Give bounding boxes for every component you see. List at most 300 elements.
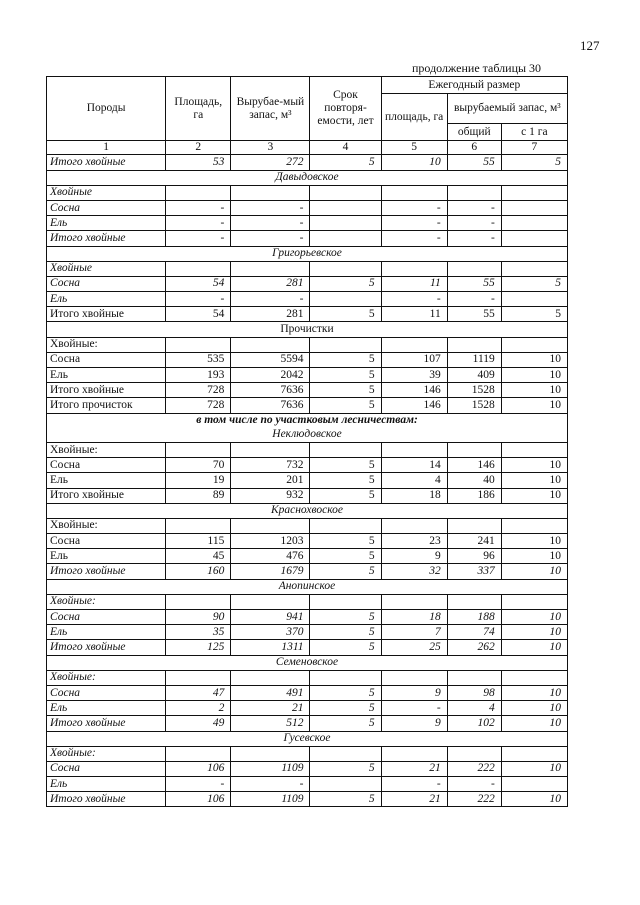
table-cell: - [166,216,231,231]
table-cell: 941 [231,610,310,625]
row-label: Ель [47,549,166,564]
table-cell: 125 [166,640,231,655]
table-cell: 5 [310,610,381,625]
table-cell: 10 [501,716,567,731]
row-label: Сосна [47,458,166,473]
table-cell: 5 [310,716,381,731]
table-cell: 932 [231,488,310,503]
table-cell [501,746,567,761]
table-cell: 5 [310,549,381,564]
section-row [47,246,568,261]
table-cell [310,670,381,685]
table-cell [501,231,567,246]
table-cell: 222 [447,792,501,807]
table-cell: 11 [381,276,447,291]
table-cell: 2 [166,701,231,716]
table-cell [310,442,381,457]
table-cell: 10 [501,352,567,367]
table-row [47,746,568,761]
table-row [47,594,568,609]
table-cell [501,216,567,231]
table-cell: 10 [501,458,567,473]
table-cell [231,670,310,685]
column-number: 5 [381,141,447,155]
header-stock: Вырубае-мый запас, м³ [231,77,310,141]
table-cell: 7 [381,625,447,640]
table-cell: 5 [501,307,567,322]
table-cell: 728 [166,383,231,398]
table-cell: 732 [231,458,310,473]
header-annual-area: площадь, га [381,94,447,141]
column-number: 1 [47,141,166,155]
table-cell [447,185,501,200]
row-label: Итого хвойные [47,716,166,731]
table-cell: 107 [381,352,447,367]
table-row [47,549,568,564]
table-cell: 5 [310,398,381,413]
table-cell [501,777,567,792]
table-cell: 70 [166,458,231,473]
table-cell: 5 [310,307,381,322]
table-cell: - [381,777,447,792]
table-cell: 10 [501,685,567,700]
table-cell: 1311 [231,640,310,655]
table-row [47,564,568,579]
row-label: Хвойные: [47,337,166,352]
row-label: Ель [47,473,166,488]
section-row [47,731,568,746]
table-cell: 10 [501,564,567,579]
table-row [47,200,568,215]
table-cell: 90 [166,610,231,625]
table-cell: 49 [166,716,231,731]
table-cell: 35 [166,625,231,640]
table-cell: 23 [381,534,447,549]
table-cell: - [231,200,310,215]
row-label: Ель [47,777,166,792]
row-label: Хвойные: [47,746,166,761]
row-label: Итого хвойные [47,564,166,579]
row-label: Итого хвойные [47,792,166,807]
section-title: Гусевское [47,731,568,746]
table-row [47,307,568,322]
section-title: Краснохвоское [47,503,568,518]
table-cell: 5 [310,701,381,716]
table-cell: 10 [501,610,567,625]
table-cell [310,337,381,352]
row-label: Сосна [47,352,166,367]
row-label: Сосна [47,685,166,700]
row-label: Сосна [47,761,166,776]
column-number: 3 [231,141,310,155]
table-cell: 1109 [231,761,310,776]
table-cell: - [231,777,310,792]
table-cell: 18 [381,488,447,503]
table-row [47,685,568,700]
table-cell: 21 [381,761,447,776]
table-cell: 146 [447,458,501,473]
table-cell: - [231,216,310,231]
table-cell: 262 [447,640,501,655]
table-row [47,398,568,413]
row-label: Хвойные [47,261,166,276]
table-cell: 5 [310,276,381,291]
row-label: Ель [47,625,166,640]
header-annual-stock: вырубаемый запас, м³ [447,94,567,124]
table-cell: 5 [310,564,381,579]
row-label: Итого хвойные [47,383,166,398]
table-cell: 5 [310,488,381,503]
header-species: Породы [47,77,166,141]
table-cell: 10 [501,549,567,564]
table-cell [166,746,231,761]
table-row [47,352,568,367]
table-cell [231,746,310,761]
table-cell: 337 [447,564,501,579]
table-cell: - [166,200,231,215]
table-cell: 115 [166,534,231,549]
table-cell: 40 [447,473,501,488]
section-row [47,322,568,337]
table-cell: 10 [501,625,567,640]
table-cell [447,746,501,761]
table-cell: 476 [231,549,310,564]
row-label: Ель [47,701,166,716]
column-number: 4 [310,141,381,155]
table-cell: - [231,231,310,246]
table-cell: 5 [310,625,381,640]
table-cell: 5 [310,761,381,776]
table-cell [166,518,231,533]
table-cell: 7636 [231,398,310,413]
table-cell: 9 [381,685,447,700]
table-cell: 2042 [231,368,310,383]
table-cell [310,292,381,307]
column-number: 6 [447,141,501,155]
table-cell: 10 [501,761,567,776]
table-cell: 5 [310,534,381,549]
table-cell: 201 [231,473,310,488]
table-cell [231,518,310,533]
table-row [47,155,568,170]
header-per-ha: с 1 га [501,124,567,141]
table-row [47,292,568,307]
table-row [47,792,568,807]
column-number: 7 [501,141,567,155]
table-cell: 10 [501,640,567,655]
table-cell [310,231,381,246]
table-cell: 21 [231,701,310,716]
row-label: Сосна [47,534,166,549]
table-cell [310,200,381,215]
section-row [47,655,568,670]
table-row [47,534,568,549]
table-row [47,337,568,352]
table-cell: 535 [166,352,231,367]
table-row [47,216,568,231]
table-cell: 102 [447,716,501,731]
section-title: Семеновское [47,655,568,670]
table-row [47,761,568,776]
table-cell: 10 [501,534,567,549]
row-label: Ель [47,368,166,383]
table-cell: 512 [231,716,310,731]
table-cell [310,746,381,761]
note-row [47,413,568,428]
table-row [47,442,568,457]
table-cell: 5 [310,368,381,383]
row-label: Хвойные: [47,442,166,457]
table-cell [447,594,501,609]
table-cell: 54 [166,307,231,322]
table-cell [381,594,447,609]
table-cell: 55 [447,155,501,170]
table-cell: - [381,231,447,246]
table-cell [310,777,381,792]
table-body [47,155,568,807]
row-label: Итого хвойные [47,640,166,655]
table-cell [381,518,447,533]
row-label: Сосна [47,610,166,625]
table-row [47,185,568,200]
table-cell [447,518,501,533]
table-cell: 5 [501,155,567,170]
table-row [47,640,568,655]
table-cell: 98 [447,685,501,700]
table-cell: 10 [501,368,567,383]
table-cell: 89 [166,488,231,503]
table-cell: 10 [501,792,567,807]
table-cell: 370 [231,625,310,640]
table-cell: 193 [166,368,231,383]
table-cell [381,670,447,685]
row-label: Хвойные: [47,594,166,609]
table-cell [447,337,501,352]
section-title: Неклюдовское [47,428,568,443]
table-cell [381,337,447,352]
table-cell: 1109 [231,792,310,807]
table-cell: 5 [310,792,381,807]
table-cell: 5 [310,383,381,398]
table-cell: 54 [166,276,231,291]
table-cell: - [381,701,447,716]
table-cell: 25 [381,640,447,655]
table-cell: 18 [381,610,447,625]
row-label: Хвойные [47,185,166,200]
table-row [47,383,568,398]
table-cell: 32 [381,564,447,579]
table-cell: 9 [381,716,447,731]
table-cell [166,261,231,276]
section-title: Григорьевское [47,246,568,261]
table-cell: 10 [501,398,567,413]
table-cell [447,670,501,685]
table-cell [310,594,381,609]
table-cell [166,337,231,352]
table-cell: - [447,231,501,246]
table-row [47,231,568,246]
table-cell: 55 [447,307,501,322]
table-cell: 272 [231,155,310,170]
table-cell [501,442,567,457]
table-cell: 10 [501,383,567,398]
header-total: общий [447,124,501,141]
table-cell [501,518,567,533]
table-row [47,488,568,503]
table-cell: 409 [447,368,501,383]
table-cell: - [447,216,501,231]
table-cell [501,337,567,352]
section-title: Прочистки [47,322,568,337]
table-cell [447,261,501,276]
table-cell: - [166,777,231,792]
section-row [47,579,568,594]
table-cell: 491 [231,685,310,700]
table-cell: 5 [310,473,381,488]
table-cell: - [166,292,231,307]
table-row [47,458,568,473]
table-cell: 5 [310,685,381,700]
row-label: Итого хвойные [47,488,166,503]
table-cell: 10 [501,701,567,716]
table-cell: 5594 [231,352,310,367]
table-cell: 1119 [447,352,501,367]
table-cell [231,261,310,276]
table-cell [501,670,567,685]
table-header [47,77,568,155]
table-row [47,518,568,533]
table-cell: 106 [166,761,231,776]
table-cell: 53 [166,155,231,170]
table-cell [501,200,567,215]
logging-table [46,76,568,807]
table-cell: 5 [310,155,381,170]
table-cell: - [381,200,447,215]
note-text: в том числе по участковым лесничествам: [47,413,568,428]
table-cell: - [166,231,231,246]
table-cell: 5 [310,458,381,473]
row-label: Сосна [47,276,166,291]
table-row [47,701,568,716]
table-cell: 146 [381,398,447,413]
row-label: Итого хвойные [47,155,166,170]
table-cell: 11 [381,307,447,322]
table-cell: 241 [447,534,501,549]
row-label: Итого прочисток [47,398,166,413]
table-cell: 4 [381,473,447,488]
row-label: Итого хвойные [47,307,166,322]
table-cell [501,261,567,276]
table-row [47,276,568,291]
table-row [47,261,568,276]
table-cell: 47 [166,685,231,700]
table-cell: - [447,777,501,792]
table-cell: 10 [381,155,447,170]
table-cell: 10 [501,473,567,488]
table-cell [166,670,231,685]
row-label: Сосна [47,200,166,215]
table-cell: 106 [166,792,231,807]
table-cell: 7636 [231,383,310,398]
table-cell: 5 [310,640,381,655]
table-cell [501,185,567,200]
section-row [47,428,568,443]
table-cell: 728 [166,398,231,413]
table-cell: 4 [447,701,501,716]
table-cell [501,292,567,307]
header-period: Срок повторя-емости, лет [310,77,381,141]
row-label: Хвойные: [47,670,166,685]
table-cell [381,746,447,761]
table-cell [501,594,567,609]
table-cell: 186 [447,488,501,503]
table-cell: 74 [447,625,501,640]
table-cell: 222 [447,761,501,776]
table-row [47,473,568,488]
header-area: Площадь, га [166,77,231,141]
table-cell [381,442,447,457]
table-cell [310,185,381,200]
table-cell: 14 [381,458,447,473]
table-cell: 146 [381,383,447,398]
table-cell [310,518,381,533]
section-row [47,170,568,185]
table-row [47,625,568,640]
table-cell [166,594,231,609]
table-row [47,777,568,792]
table-cell: 9 [381,549,447,564]
row-label: Итого хвойные [47,231,166,246]
table-row [47,716,568,731]
table-cell [231,442,310,457]
table-cell [231,594,310,609]
table-cell: 39 [381,368,447,383]
table-cell: 45 [166,549,231,564]
table-cell: 281 [231,276,310,291]
table-cell [166,442,231,457]
table-cell: - [447,292,501,307]
table-cell: 55 [447,276,501,291]
section-title: Давыдовское [47,170,568,185]
table-row [47,670,568,685]
table-cell: 188 [447,610,501,625]
column-number: 2 [166,141,231,155]
table-cell: 5 [501,276,567,291]
header-annual: Ежегодный размер [381,77,567,94]
table-cell: 1679 [231,564,310,579]
table-row [47,368,568,383]
row-label: Ель [47,216,166,231]
row-label: Хвойные: [47,518,166,533]
table-cell: 1528 [447,383,501,398]
table-cell [231,337,310,352]
table-cell: - [447,200,501,215]
table-cell: 96 [447,549,501,564]
table-cell [310,216,381,231]
table-cell [310,261,381,276]
table-cell [381,185,447,200]
row-label: Ель [47,292,166,307]
table-cell [447,442,501,457]
table-cell: 21 [381,792,447,807]
table-cell: - [381,292,447,307]
table-cell [231,185,310,200]
table-cell: 1203 [231,534,310,549]
table-cell: - [231,292,310,307]
table-cell: 10 [501,488,567,503]
column-numbers-row [47,141,568,155]
table-row [47,610,568,625]
